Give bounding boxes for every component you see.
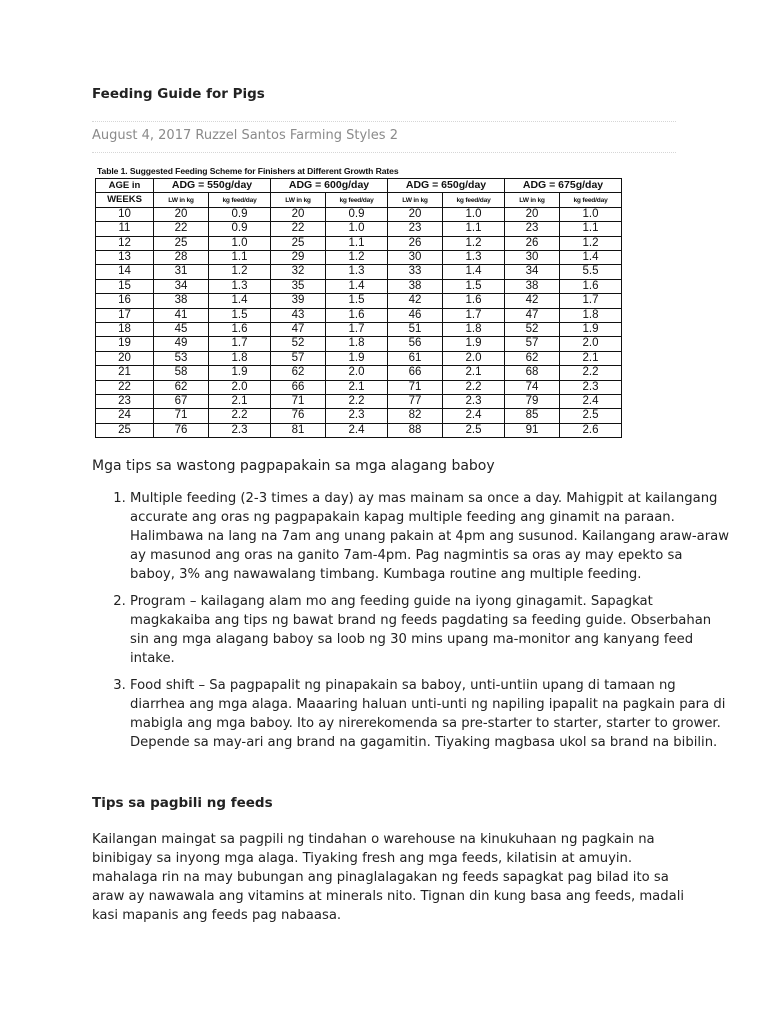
week-cell: 24: [96, 409, 154, 423]
feed-cell: 1.5: [209, 308, 271, 322]
week-cell: 25: [96, 423, 154, 437]
feed-cell: 5.5: [560, 265, 622, 279]
feed-cell: 1.1: [326, 236, 388, 250]
lw-cell: 22: [271, 222, 326, 236]
feed-cell: 2.0: [326, 366, 388, 380]
feed-cell: 1.6: [560, 279, 622, 293]
age-header: AGE in: [96, 179, 154, 193]
lw-cell: 81: [271, 423, 326, 437]
table-row: [96, 265, 622, 279]
feed-cell: 1.9: [326, 351, 388, 365]
feed-cell: 2.3: [209, 423, 271, 437]
week-cell: 16: [96, 294, 154, 308]
lw-cell: 66: [388, 366, 443, 380]
feed-cell: 1.0: [326, 222, 388, 236]
lw-cell: 68: [505, 366, 560, 380]
feed-cell: 0.9: [209, 207, 271, 221]
list-item: 1. Multiple feeding (2-3 times a day) ay mas mainam sa once a day. Mahigpit at kailangang accurate ang oras ng pagpapakain kapag multiple feeding ang ginamit na paraan. Halimbawa na lang na 7am ang unang pakain at 4pm ang susunod. Kailangang araw-araw ay masunod ang oras na ganito 7am-4pm. Pag nagmintis sa oras ay may epekto sa baboy, 3% ang nawawalang timbang. Kumbaga routine ang multiple feeding.: [130, 489, 730, 584]
feed-cell: 1.1: [560, 222, 622, 236]
week-cell: 23: [96, 395, 154, 409]
lw-cell: 42: [505, 294, 560, 308]
table-row: [96, 351, 622, 365]
lw-cell: 74: [505, 380, 560, 394]
feed-cell: 1.4: [326, 279, 388, 293]
lw-cell: 56: [388, 337, 443, 351]
buying-heading: Tips sa pagbili ng feeds: [92, 795, 273, 811]
feed-cell: 2.4: [560, 395, 622, 409]
lw-cell: 34: [505, 265, 560, 279]
feed-cell: 1.0: [443, 207, 505, 221]
feed-cell: 1.2: [560, 236, 622, 250]
lw-cell: 71: [271, 395, 326, 409]
feed-cell: 1.7: [326, 323, 388, 337]
lw-cell: 57: [271, 351, 326, 365]
feed-cell: 0.9: [326, 207, 388, 221]
week-cell: 12: [96, 236, 154, 250]
table-row: [96, 294, 622, 308]
lw-cell: 43: [271, 308, 326, 322]
feed-cell: 2.5: [560, 409, 622, 423]
lw-cell: 35: [271, 279, 326, 293]
feed-cell: 1.4: [560, 251, 622, 265]
feeding-table-image: [93, 166, 623, 438]
feed-cell: 1.5: [443, 279, 505, 293]
feed-cell: 2.0: [209, 380, 271, 394]
lw-cell: 82: [388, 409, 443, 423]
table-row: [96, 380, 622, 394]
lw-cell: 38: [388, 279, 443, 293]
feed-cell: 1.9: [209, 366, 271, 380]
table-row: [96, 366, 622, 380]
feed-cell: 1.9: [443, 337, 505, 351]
lw-cell: 71: [154, 409, 209, 423]
feed-cell: 2.6: [560, 423, 622, 437]
table-sub-header-row: [96, 193, 622, 207]
feed-cell: 1.9: [560, 323, 622, 337]
lw-cell: 79: [505, 395, 560, 409]
feed-cell: 2.4: [326, 423, 388, 437]
feed-cell: 1.7: [560, 294, 622, 308]
feed-cell: 1.7: [443, 308, 505, 322]
table-row: [96, 395, 622, 409]
feed-cell: 1.4: [209, 294, 271, 308]
lw-cell: 41: [154, 308, 209, 322]
lw-header: LW in kg: [388, 193, 443, 207]
feed-cell: 2.5: [443, 423, 505, 437]
table-row: [96, 409, 622, 423]
feed-cell: 1.1: [209, 251, 271, 265]
table-row: [96, 222, 622, 236]
lw-cell: 71: [388, 380, 443, 394]
week-cell: 13: [96, 251, 154, 265]
lw-header: LW in kg: [271, 193, 326, 207]
article-title: Feeding Guide for Pigs: [92, 86, 265, 102]
lw-cell: 62: [154, 380, 209, 394]
lw-cell: 25: [271, 236, 326, 250]
table-row: [96, 323, 622, 337]
lw-cell: 67: [154, 395, 209, 409]
feed-cell: 1.0: [560, 207, 622, 221]
week-cell: 21: [96, 366, 154, 380]
feed-cell: 2.1: [443, 366, 505, 380]
week-cell: 14: [96, 265, 154, 279]
feeding-scheme-table: [95, 178, 622, 438]
divider: [92, 152, 676, 153]
feed-cell: 1.0: [209, 236, 271, 250]
lw-cell: 51: [388, 323, 443, 337]
lw-header: LW in kg: [505, 193, 560, 207]
lw-cell: 38: [154, 294, 209, 308]
lw-cell: 91: [505, 423, 560, 437]
feed-header: kg feed/day: [209, 193, 271, 207]
feed-cell: 1.8: [326, 337, 388, 351]
lw-cell: 58: [154, 366, 209, 380]
feed-header: kg feed/day: [560, 193, 622, 207]
feed-cell: 1.6: [326, 308, 388, 322]
lw-cell: 38: [505, 279, 560, 293]
table-row: [96, 207, 622, 221]
lw-cell: 49: [154, 337, 209, 351]
lw-cell: 20: [154, 207, 209, 221]
feed-cell: 0.9: [209, 222, 271, 236]
lw-cell: 47: [271, 323, 326, 337]
table-row: [96, 308, 622, 322]
lw-header: LW in kg: [154, 193, 209, 207]
lw-cell: 31: [154, 265, 209, 279]
lw-cell: 53: [154, 351, 209, 365]
article-meta: August 4, 2017 Ruzzel Santos Farming Styles 2: [92, 128, 398, 143]
feed-cell: 2.0: [443, 351, 505, 365]
week-cell: 22: [96, 380, 154, 394]
feed-cell: 2.1: [560, 351, 622, 365]
lw-cell: 29: [271, 251, 326, 265]
week-cell: 17: [96, 308, 154, 322]
lw-cell: 20: [388, 207, 443, 221]
lw-cell: 76: [154, 423, 209, 437]
adg-header: ADG = 650g/day: [388, 179, 505, 193]
divider: [92, 121, 676, 122]
tips-list: [92, 489, 730, 760]
lw-cell: 45: [154, 323, 209, 337]
lw-cell: 46: [388, 308, 443, 322]
feed-cell: 1.3: [209, 279, 271, 293]
feed-cell: 2.2: [326, 395, 388, 409]
table-group-header-row: [96, 179, 622, 193]
tips-heading: Mga tips sa wastong pagpapakain sa mga alagang baboy: [92, 458, 495, 474]
lw-cell: 42: [388, 294, 443, 308]
feed-cell: 2.4: [443, 409, 505, 423]
weeks-header: WEEKS: [96, 193, 154, 207]
feed-cell: 1.6: [443, 294, 505, 308]
feed-cell: 1.3: [443, 251, 505, 265]
table-body: [96, 207, 622, 438]
feed-cell: 1.8: [443, 323, 505, 337]
lw-cell: 20: [271, 207, 326, 221]
lw-cell: 20: [505, 207, 560, 221]
lw-cell: 62: [505, 351, 560, 365]
feed-cell: 2.1: [326, 380, 388, 394]
feed-cell: 2.3: [560, 380, 622, 394]
list-item: 3. Food shift – Sa pagpapalit ng pinapakain sa baboy, unti-untiin upang di tamaan ng diarrhea ang mga alaga. Maaaring haluan unti-unti ng napiling ipapalit na pagkain para di mabigla ang mga baboy. Ito ay nirerekomenda sa pre-starter to starter, starter to grower. Depende sa may-ari ang brand na gagamitin. Tiyaking magbasa ukol sa brand na bibilin.: [130, 676, 730, 752]
week-cell: 15: [96, 279, 154, 293]
feed-cell: 1.2: [326, 251, 388, 265]
week-cell: 20: [96, 351, 154, 365]
lw-cell: 28: [154, 251, 209, 265]
adg-header: ADG = 600g/day: [271, 179, 388, 193]
lw-cell: 30: [505, 251, 560, 265]
adg-header: ADG = 550g/day: [154, 179, 271, 193]
lw-cell: 26: [505, 236, 560, 250]
feed-cell: 2.1: [209, 395, 271, 409]
lw-cell: 85: [505, 409, 560, 423]
feed-cell: 1.2: [443, 236, 505, 250]
feed-cell: 1.3: [326, 265, 388, 279]
week-cell: 10: [96, 207, 154, 221]
lw-cell: 32: [271, 265, 326, 279]
list-item: 2. Program – kailagang alam mo ang feeding guide na iyong ginagamit. Sapagkat magkakaiba ang tips ng bawat brand ng feeds pagdating sa feeding guide. Obserbahan sin ang mga alagang baboy sa loob ng 30 mins upang ma-monitor ang kanyang feed intake.: [130, 592, 730, 668]
feed-header: kg feed/day: [326, 193, 388, 207]
table-caption: Table 1. Suggested Feeding Scheme for Finishers at Different Growth Rates: [97, 166, 399, 176]
lw-cell: 25: [154, 236, 209, 250]
feed-cell: 1.8: [560, 308, 622, 322]
lw-cell: 57: [505, 337, 560, 351]
adg-header: ADG = 675g/day: [505, 179, 622, 193]
lw-cell: 23: [388, 222, 443, 236]
feed-cell: 1.8: [209, 351, 271, 365]
feed-header: kg feed/day: [443, 193, 505, 207]
feed-cell: 2.0: [560, 337, 622, 351]
lw-cell: 52: [505, 323, 560, 337]
feed-cell: 1.6: [209, 323, 271, 337]
lw-cell: 33: [388, 265, 443, 279]
feed-cell: 2.2: [209, 409, 271, 423]
lw-cell: 39: [271, 294, 326, 308]
lw-cell: 23: [505, 222, 560, 236]
lw-cell: 88: [388, 423, 443, 437]
lw-cell: 26: [388, 236, 443, 250]
lw-cell: 62: [271, 366, 326, 380]
lw-cell: 66: [271, 380, 326, 394]
week-cell: 18: [96, 323, 154, 337]
lw-cell: 34: [154, 279, 209, 293]
feed-cell: 2.2: [443, 380, 505, 394]
lw-cell: 30: [388, 251, 443, 265]
lw-cell: 61: [388, 351, 443, 365]
buying-paragraph: Kailangan maingat sa pagpili ng tindahan o warehouse na kinukuhaan ng pagkain na binibigay sa inyong mga alaga. Tiyaking fresh ang mga feeds, kilatisin at amuyin. mahalaga rin na may bubungan ang pinaglalagakan ng feeds sapagkat pag bilad ito sa araw ay nawawala ang vitamins at minerals nito. Tignan din kung basa ang feeds, madali kasi mapanis ang feeds pag nabaasa.: [92, 832, 685, 923]
lw-cell: 77: [388, 395, 443, 409]
lw-cell: 47: [505, 308, 560, 322]
feed-cell: 1.2: [209, 265, 271, 279]
table-row: [96, 236, 622, 250]
table-row: [96, 251, 622, 265]
table-row: [96, 279, 622, 293]
feed-cell: 2.3: [326, 409, 388, 423]
week-cell: 11: [96, 222, 154, 236]
week-cell: 19: [96, 337, 154, 351]
feed-cell: 2.2: [560, 366, 622, 380]
table-row: [96, 423, 622, 437]
table-row: [96, 337, 622, 351]
lw-cell: 22: [154, 222, 209, 236]
feed-cell: 1.7: [209, 337, 271, 351]
lw-cell: 52: [271, 337, 326, 351]
lw-cell: 76: [271, 409, 326, 423]
feed-cell: 2.3: [443, 395, 505, 409]
feed-cell: 1.1: [443, 222, 505, 236]
feed-cell: 1.4: [443, 265, 505, 279]
feed-cell: 1.5: [326, 294, 388, 308]
